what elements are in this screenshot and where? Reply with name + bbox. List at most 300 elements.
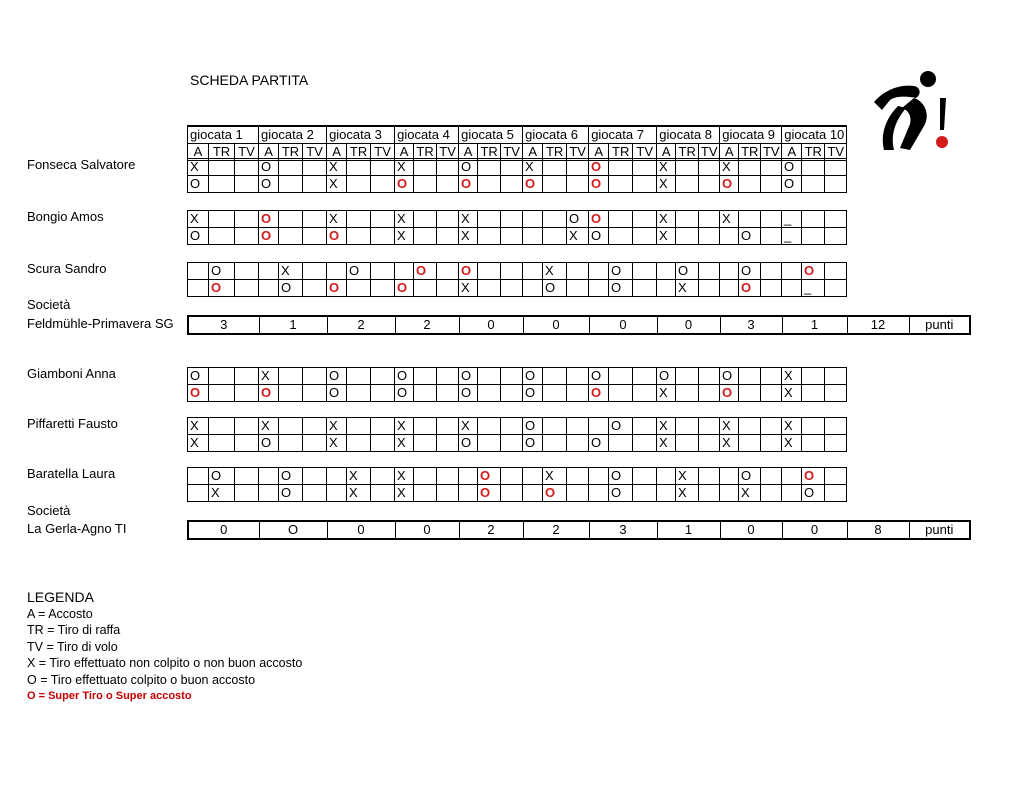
score-cell: X: [720, 159, 739, 176]
giocata-header: giocata 6: [523, 126, 589, 144]
score-cell: X: [395, 468, 414, 485]
score-cell: [414, 435, 437, 452]
sub-header: TV: [235, 144, 259, 161]
score-cell: X: [259, 418, 279, 435]
score-cell: [279, 228, 303, 245]
score-row: [188, 418, 847, 435]
score-cell: [567, 176, 589, 193]
sub-header: TR: [478, 144, 501, 161]
score-cell: [371, 211, 395, 228]
player-score-grid: [187, 262, 847, 297]
player-name: Fonseca Salvatore: [27, 157, 136, 172]
score-cell: O: [259, 176, 279, 193]
legend-line: A = Accosto: [27, 606, 93, 621]
score-cell: [437, 418, 459, 435]
score-cell: [567, 468, 589, 485]
punti-label: punti: [909, 521, 970, 539]
score-cell: [657, 485, 676, 502]
score-row: [188, 468, 847, 485]
score-cell: [567, 418, 589, 435]
score-cell: O: [609, 485, 633, 502]
super-mark: O: [329, 228, 340, 243]
score-cell: [459, 263, 478, 280]
score-row: [188, 211, 847, 228]
sub-header: TR: [802, 144, 825, 161]
score-cell: [437, 468, 459, 485]
score-cell: [676, 368, 699, 385]
score-cell: [761, 485, 782, 502]
score-cell: [235, 159, 259, 176]
score-cell: [720, 263, 739, 280]
score-cell: [761, 468, 782, 485]
score-cell: [478, 211, 501, 228]
sub-header: TV: [501, 144, 523, 161]
player-score-grid: [187, 467, 847, 502]
score-cell: [609, 435, 633, 452]
score-cell: [478, 468, 501, 485]
score-cell: [609, 159, 633, 176]
score-cell: [761, 418, 782, 435]
score-cell: [609, 176, 633, 193]
score-cell: [523, 280, 543, 297]
score-cell: [825, 468, 847, 485]
score-cell: [589, 468, 609, 485]
score-cell: [676, 435, 699, 452]
score-cell: X: [676, 280, 699, 297]
score-cell: X: [188, 159, 209, 176]
score-cell: X: [327, 211, 347, 228]
score-cell: [303, 468, 327, 485]
giocata-header: giocata 4: [395, 126, 459, 144]
score-cell: O: [609, 418, 633, 435]
score-row: [188, 263, 847, 280]
score-cell: X: [395, 211, 414, 228]
points-cell: 3: [589, 521, 657, 539]
score-cell: [739, 368, 761, 385]
score-cell: [657, 468, 676, 485]
score-cell: [437, 385, 459, 402]
score-cell: [303, 485, 327, 502]
score-cell: [501, 468, 523, 485]
score-cell: X: [657, 176, 676, 193]
super-mark: O: [461, 176, 472, 191]
score-cell: [633, 211, 657, 228]
score-cell: X: [720, 418, 739, 435]
score-cell: [523, 228, 543, 245]
points-cell: 3: [720, 316, 782, 334]
score-cell: [235, 228, 259, 245]
points-cell: 2: [395, 316, 459, 334]
score-cell: [188, 385, 209, 402]
score-cell: X: [657, 435, 676, 452]
score-cell: [209, 368, 235, 385]
points-cell: 0: [657, 316, 720, 334]
score-cell: X: [782, 418, 802, 435]
score-cell: O: [459, 385, 478, 402]
score-cell: X: [327, 159, 347, 176]
super-mark: O: [461, 263, 472, 278]
score-cell: [279, 159, 303, 176]
score-cell: [235, 418, 259, 435]
points-cell: 0: [720, 521, 782, 539]
score-cell: [414, 485, 437, 502]
score-cell: O: [523, 385, 543, 402]
score-cell: X: [543, 468, 567, 485]
score-cell: [720, 468, 739, 485]
score-cell: [303, 228, 327, 245]
score-cell: [543, 159, 567, 176]
points-cell: 0: [395, 521, 459, 539]
score-cell: [589, 280, 609, 297]
super-mark: O: [190, 385, 201, 400]
score-cell: [825, 159, 847, 176]
points-total: 8: [847, 521, 909, 539]
score-cell: [802, 159, 825, 176]
player-name: Giamboni Anna: [27, 366, 116, 381]
team-name: Feldmühle-Primavera SG: [27, 316, 174, 331]
score-cell: [347, 418, 371, 435]
score-cell: [543, 228, 567, 245]
score-cell: [720, 385, 739, 402]
score-cell: [676, 176, 699, 193]
score-cell: [279, 368, 303, 385]
header-table: [187, 125, 847, 161]
score-cell: [543, 485, 567, 502]
score-cell: X: [395, 228, 414, 245]
score-cell: [347, 211, 371, 228]
score-row: [188, 368, 847, 385]
score-cell: [414, 280, 437, 297]
super-mark: O: [591, 176, 602, 191]
societa-label: Società: [27, 297, 71, 312]
score-cell: X: [782, 368, 802, 385]
sub-header: TV: [633, 144, 657, 161]
score-cell: [279, 176, 303, 193]
score-cell: [347, 385, 371, 402]
score-cell: [761, 385, 782, 402]
score-cell: [478, 385, 501, 402]
score-cell: [501, 280, 523, 297]
score-cell: [761, 159, 782, 176]
score-row: [188, 385, 847, 402]
score-cell: [825, 418, 847, 435]
player-score-grid: [187, 417, 847, 452]
sub-header: TR: [209, 144, 235, 161]
score-cell: [609, 211, 633, 228]
score-cell: [633, 280, 657, 297]
giocata-header: giocata 2: [259, 126, 327, 144]
score-cell: [523, 485, 543, 502]
score-cell: [371, 385, 395, 402]
score-cell: X: [327, 435, 347, 452]
score-cell: [699, 418, 720, 435]
points-cell: 0: [589, 316, 657, 334]
sub-header: TR: [739, 144, 761, 161]
score-cell: [589, 263, 609, 280]
score-cell: [802, 435, 825, 452]
score-cell: [699, 280, 720, 297]
super-mark: O: [329, 280, 340, 295]
score-cell: O: [739, 228, 761, 245]
score-cell: [720, 176, 739, 193]
score-cell: [802, 418, 825, 435]
score-cell: [543, 368, 567, 385]
score-cell: [303, 211, 327, 228]
score-cell: [501, 368, 523, 385]
score-cell: [523, 211, 543, 228]
sub-header: TV: [761, 144, 782, 161]
score-cell: O: [543, 280, 567, 297]
sub-header: A: [395, 144, 414, 161]
score-cell: [802, 176, 825, 193]
score-cell: [699, 211, 720, 228]
sub-header: TR: [279, 144, 303, 161]
score-row: [188, 159, 847, 176]
score-cell: O: [523, 368, 543, 385]
super-mark: O: [804, 263, 815, 278]
score-cell: [279, 385, 303, 402]
score-cell: [501, 211, 523, 228]
score-cell: [371, 368, 395, 385]
player-name: Piffaretti Fausto: [27, 416, 118, 431]
sub-header: A: [188, 144, 209, 161]
sub-header: TV: [825, 144, 847, 161]
score-cell: [825, 385, 847, 402]
score-cell: [699, 435, 720, 452]
score-cell: X: [459, 211, 478, 228]
score-row: [188, 485, 847, 502]
score-cell: X: [188, 435, 209, 452]
super-mark: O: [591, 211, 602, 226]
sub-header: TV: [699, 144, 720, 161]
score-cell: [739, 176, 761, 193]
score-cell: [761, 176, 782, 193]
score-cell: [209, 418, 235, 435]
score-cell: [633, 485, 657, 502]
score-cell: [459, 176, 478, 193]
score-cell: X: [347, 485, 371, 502]
score-row: [188, 435, 847, 452]
score-cell: X: [657, 418, 676, 435]
score-cell: [259, 263, 279, 280]
score-cell: [782, 485, 802, 502]
score-cell: [414, 263, 437, 280]
score-cell: [347, 176, 371, 193]
score-cell: [633, 385, 657, 402]
score-cell: [347, 280, 371, 297]
score-cell: O: [259, 435, 279, 452]
score-cell: [478, 159, 501, 176]
score-cell: [188, 263, 209, 280]
score-cell: [543, 211, 567, 228]
page-title: SCHEDA PARTITA: [190, 72, 309, 88]
score-cell: O: [523, 418, 543, 435]
score-cell: [633, 368, 657, 385]
score-cell: X: [782, 435, 802, 452]
score-cell: [523, 263, 543, 280]
giocata-header: giocata 5: [459, 126, 523, 144]
score-cell: O: [782, 176, 802, 193]
score-cell: [437, 280, 459, 297]
score-cell: [657, 280, 676, 297]
score-cell: X: [676, 468, 699, 485]
score-cell: [327, 468, 347, 485]
giocata-header: giocata 3: [327, 126, 395, 144]
score-cell: [825, 263, 847, 280]
score-cell: O: [739, 468, 761, 485]
score-cell: [371, 228, 395, 245]
legend-title: LEGENDA: [27, 589, 94, 605]
score-cell: [414, 385, 437, 402]
score-cell: [414, 368, 437, 385]
score-cell: [371, 435, 395, 452]
score-cell: [633, 159, 657, 176]
score-cell: [437, 368, 459, 385]
score-cell: O: [279, 485, 303, 502]
score-cell: [235, 211, 259, 228]
score-cell: [414, 159, 437, 176]
societa-label: Società: [27, 503, 71, 518]
score-cell: X: [782, 385, 802, 402]
points-cell: O: [259, 521, 327, 539]
score-cell: [303, 263, 327, 280]
super-mark: O: [722, 176, 733, 191]
score-cell: [279, 418, 303, 435]
super-mark: O: [525, 176, 536, 191]
score-cell: [802, 263, 825, 280]
score-cell: X: [327, 418, 347, 435]
score-cell: [259, 211, 279, 228]
score-cell: [699, 176, 720, 193]
score-cell: [589, 176, 609, 193]
score-cell: [609, 385, 633, 402]
score-cell: [414, 211, 437, 228]
score-cell: [676, 159, 699, 176]
score-cell: [589, 485, 609, 502]
points-cell: 2: [327, 316, 395, 334]
bocce-player-icon: [870, 68, 958, 154]
score-cell: [802, 368, 825, 385]
score-cell: [279, 435, 303, 452]
score-cell: X: [188, 418, 209, 435]
score-cell: [327, 280, 347, 297]
score-cell: O: [188, 176, 209, 193]
sub-header: TV: [567, 144, 589, 161]
score-cell: [802, 468, 825, 485]
score-cell: [209, 159, 235, 176]
score-cell: X: [657, 211, 676, 228]
score-cell: [209, 211, 235, 228]
team-name: La Gerla-Agno TI: [27, 521, 127, 536]
score-cell: [589, 418, 609, 435]
sub-header: A: [720, 144, 739, 161]
legend-line: O = Tiro effettuato colpito o buon accosto: [27, 672, 256, 687]
score-cell: X: [567, 228, 589, 245]
super-mark: O: [261, 385, 272, 400]
score-cell: O: [327, 368, 347, 385]
score-cell: [347, 159, 371, 176]
score-cell: [567, 435, 589, 452]
score-cell: [414, 468, 437, 485]
score-cell: [567, 385, 589, 402]
score-cell: O: [395, 385, 414, 402]
score-cell: [459, 468, 478, 485]
super-mark: O: [416, 263, 427, 278]
sub-header: TV: [303, 144, 327, 161]
player-score-grid: [187, 158, 847, 193]
score-cell: [739, 211, 761, 228]
score-cell: [825, 435, 847, 452]
legend: [27, 589, 302, 705]
score-cell: [327, 485, 347, 502]
super-mark: O: [591, 159, 602, 174]
score-cell: [235, 263, 259, 280]
score-cell: [657, 263, 676, 280]
score-cell: O: [609, 263, 633, 280]
score-cell: [371, 263, 395, 280]
score-cell: [699, 368, 720, 385]
points-cell: 2: [459, 521, 523, 539]
score-cell: [209, 176, 235, 193]
score-cell: [478, 435, 501, 452]
score-cell: [782, 280, 802, 297]
score-cell: [501, 418, 523, 435]
score-cell: X: [523, 159, 543, 176]
points-total: 12: [847, 316, 909, 334]
score-cell: [478, 228, 501, 245]
legend-line: TV = Tiro di volo: [27, 639, 118, 654]
player-name: Scura Sandro: [27, 261, 107, 276]
super-mark: O: [261, 228, 272, 243]
score-cell: [567, 263, 589, 280]
super-mark: O: [211, 280, 222, 295]
score-cell: [633, 228, 657, 245]
score-cell: [371, 485, 395, 502]
score-cell: [437, 228, 459, 245]
score-cell: O: [589, 228, 609, 245]
score-cell: X: [657, 228, 676, 245]
score-cell: [825, 211, 847, 228]
points-cell: 0: [459, 316, 523, 334]
super-mark: O: [591, 385, 602, 400]
score-cell: [259, 468, 279, 485]
score-cell: X: [720, 211, 739, 228]
score-cell: [478, 485, 501, 502]
score-cell: [259, 228, 279, 245]
sub-header: A: [657, 144, 676, 161]
score-cell: X: [279, 263, 303, 280]
score-cell: O: [259, 159, 279, 176]
score-cell: [188, 280, 209, 297]
score-cell: O: [782, 159, 802, 176]
score-cell: [802, 385, 825, 402]
score-cell: [825, 280, 847, 297]
score-cell: [501, 263, 523, 280]
score-cell: [633, 418, 657, 435]
score-cell: [782, 468, 802, 485]
score-cell: O: [347, 263, 371, 280]
super-mark: O: [480, 485, 491, 500]
score-cell: [303, 418, 327, 435]
score-cell: [395, 176, 414, 193]
score-cell: O: [739, 263, 761, 280]
score-cell: X: [543, 263, 567, 280]
score-cell: [437, 485, 459, 502]
super-mark: O: [741, 280, 752, 295]
legend-line: TR = Tiro di raffa: [27, 623, 121, 637]
giocata-header: giocata 1: [188, 126, 259, 144]
score-cell: [567, 159, 589, 176]
